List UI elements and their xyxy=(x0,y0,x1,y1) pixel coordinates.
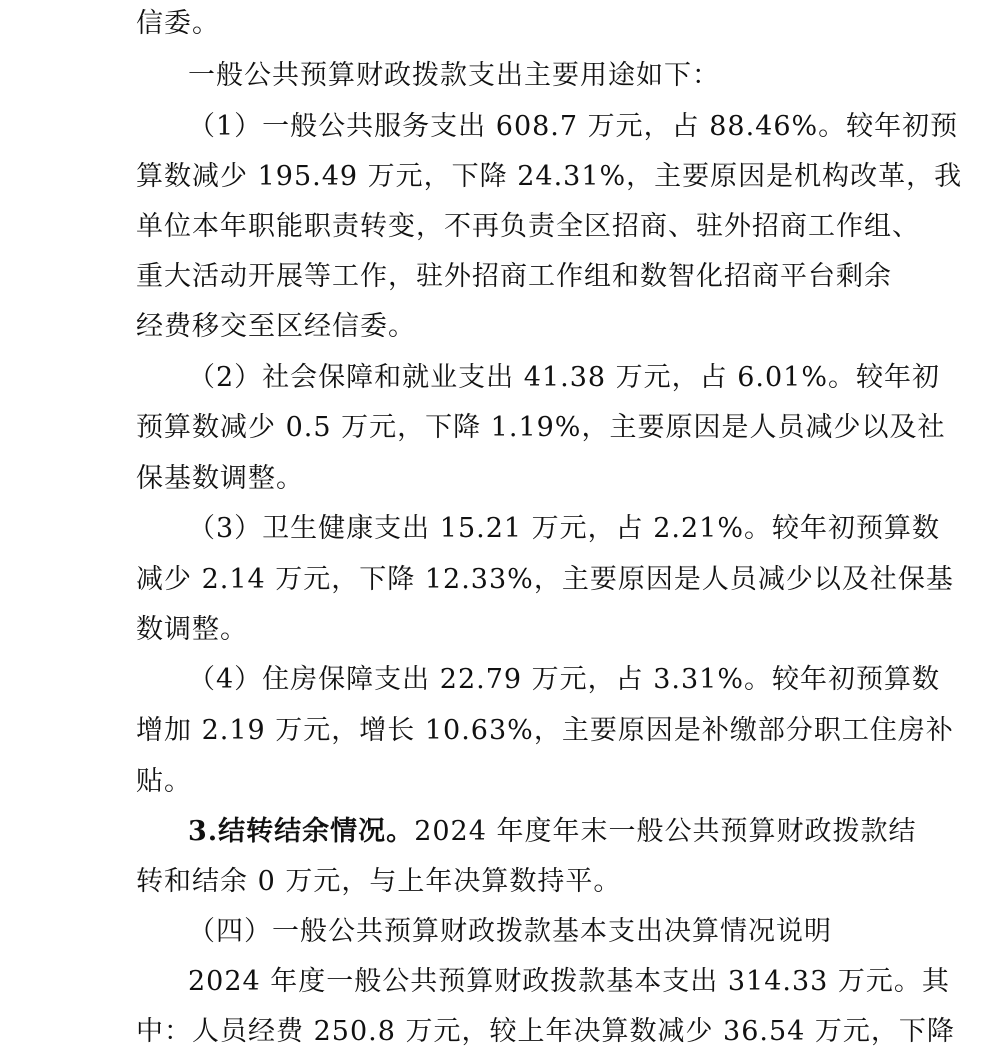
text-line: （2）社会保障和就业支出 41.38 万元，占 6.01%。较年初 xyxy=(188,362,940,393)
text-line: （3）卫生健康支出 15.21 万元，占 2.21%。较年初预算数 xyxy=(188,513,940,544)
text-line: 增加 2.19 万元，增长 10.63%，主要原因是补缴部分职工住房补 xyxy=(136,715,954,746)
text-line: 经费移交至区经信委。 xyxy=(136,311,416,342)
text-line: 减少 2.14 万元，下降 12.33%，主要原因是人员减少以及社保基 xyxy=(136,564,954,595)
text-line: 贴。 xyxy=(136,766,192,797)
text-line: 算数减少 195.49 万元，下降 24.31%，主要原因是机构改革，我 xyxy=(136,161,963,192)
text-line: 保基数调整。 xyxy=(136,463,304,494)
text-line: 中：人员经费 250.8 万元，较上年决算数减少 36.54 万元，下降 xyxy=(136,1016,955,1047)
section3-heading: 3.结转结余情况。 xyxy=(188,816,415,847)
text-line: 一般公共预算财政拨款支出主要用途如下： xyxy=(188,60,720,91)
text-line: 2024 年度一般公共预算财政拨款基本支出 314.33 万元。其 xyxy=(188,966,950,997)
section4-heading: （四）一般公共预算财政拨款基本支出决算情况说明 xyxy=(188,916,832,947)
section3-line xyxy=(188,814,917,850)
text-line: 单位本年职能职责转变，不再负责全区招商、驻外招商工作组、 xyxy=(136,211,920,242)
section3-text: 2024 年度年末一般公共预算财政拨款结 xyxy=(414,816,917,847)
text-line: 数调整。 xyxy=(136,614,248,645)
text-line: （1）一般公共服务支出 608.7 万元，占 88.46%。较年初预 xyxy=(188,111,959,142)
text-line: 重大活动开展等工作，驻外招商工作组和数智化招商平台剩余 xyxy=(136,261,892,292)
text-line: 信委。 xyxy=(136,8,220,39)
text-line: 转和结余 0 万元，与上年决算数持平。 xyxy=(136,866,622,897)
text-line: （4）住房保障支出 22.79 万元，占 3.31%。较年初预算数 xyxy=(188,664,940,695)
text-line: 预算数减少 0.5 万元，下降 1.19%，主要原因是人员减少以及社 xyxy=(136,412,946,443)
